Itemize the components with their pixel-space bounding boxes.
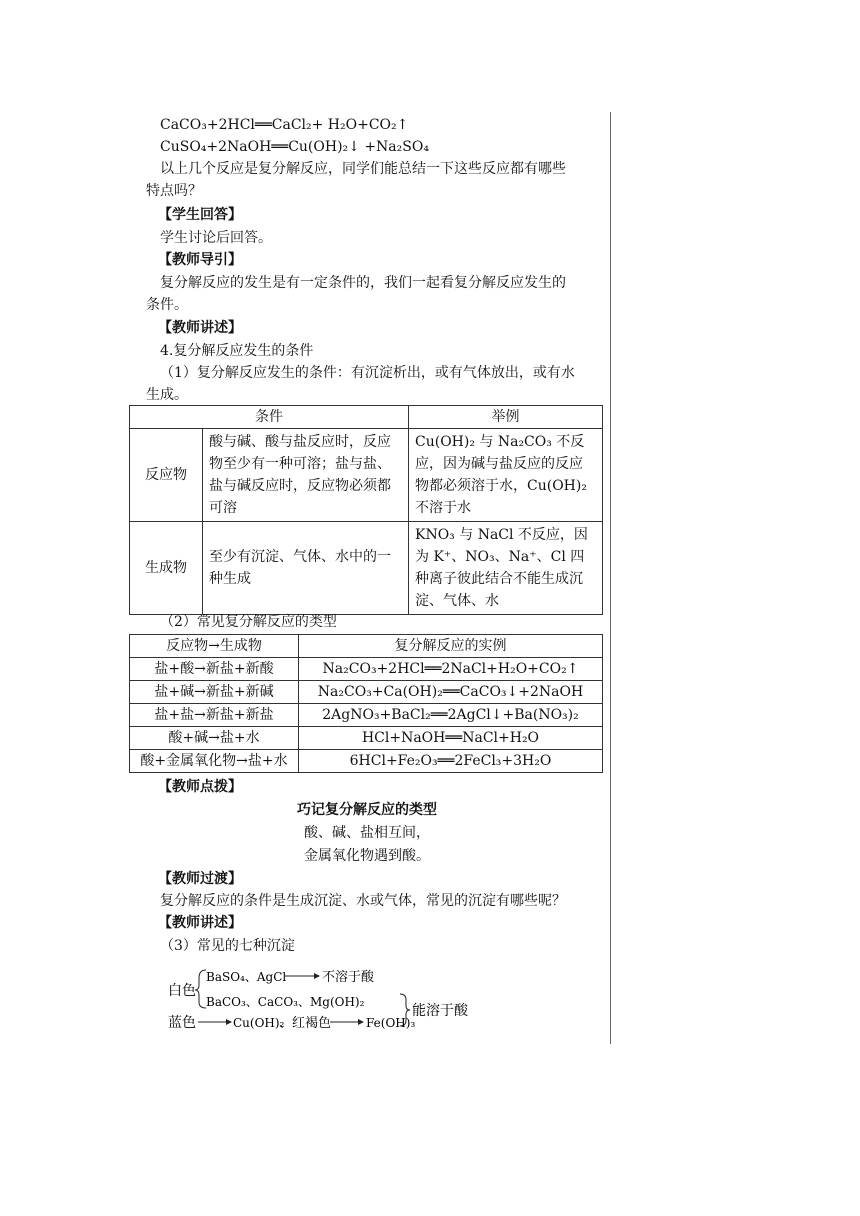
teacher-explain-heading: 【教师讲述】: [158, 320, 242, 336]
scheme-left-brace: [195, 970, 206, 1008]
teacher-guide-line-2: 条件。: [146, 297, 188, 313]
scheme-row1-compounds: BaSO₄、AgCl: [206, 970, 287, 984]
table1-row-example: Cu(OH)₂ 与 Na₂CO₃ 不反应，因为碱与盐反应的反应物都必须溶于水，Cu(OH)₂ 不溶于水: [409, 429, 603, 522]
table1-row-label: 生成物: [130, 522, 203, 615]
reaction-types-table: [129, 634, 603, 773]
table1-header-condition: 条件: [130, 406, 409, 429]
table1-row-condition: 酸与碱、酸与盐反应时，反应物至少有一种可溶；盐与盐、盐与碱反应时，反应物必须都可溶: [203, 429, 409, 522]
table1-row-condition: 至少有沉淀、气体、水中的一种生成: [203, 522, 409, 615]
table2-row-equation: HCl+NaOH══NaCl+H₂O: [299, 727, 603, 750]
table2-row-type: 盐+酸→新盐+新酸: [130, 658, 299, 681]
scheme-row2-compounds: BaCO₃、CaCO₃、Mg(OH)₂: [206, 995, 365, 1009]
table1-header-example: 举例: [409, 406, 603, 429]
scheme-redbrown-label: 、红褐色: [279, 1016, 332, 1031]
question-line-1: 以上几个反应是复分解反应，同学们能总结一下这些反应都有哪些: [160, 161, 566, 177]
student-answer-text: 学生讨论后回答。: [160, 230, 272, 246]
conditions-table: [129, 405, 603, 615]
table2-row-equation: Na₂CO₃+2HCl══2NaCl+H₂O+CO₂↑: [299, 658, 603, 681]
conditions-line-1: （1）复分解反应发生的条件：有沉淀析出，或有气体放出，或有水: [160, 365, 575, 381]
scheme-cuoh2: Cu(OH)₂: [233, 1016, 285, 1030]
scheme-arrowhead-1: [314, 973, 320, 979]
tip-line-2: 金属氧化物遇到酸。: [304, 848, 430, 864]
precipitate-scheme: [168, 964, 498, 1044]
table2-header-type: 反应物→生成物: [130, 635, 299, 658]
precipitates-title: （3）常见的七种沉淀: [160, 938, 295, 954]
table1-row-label: 反应物: [130, 429, 203, 522]
teacher-explain-heading-2: 【教师讲述】: [158, 915, 242, 931]
tip-line-1: 酸、碱、盐相互间，: [304, 825, 430, 841]
student-answer-heading: 【学生回答】: [158, 207, 242, 223]
table2-row-type: 酸+碱→盐+水: [130, 727, 299, 750]
scheme-arrowhead-2: [226, 1019, 232, 1025]
teacher-transition-heading: 【教师过渡】: [158, 871, 242, 887]
conditions-line-2: 生成。: [146, 387, 188, 403]
equation-cuso4: CuSO₄+2NaOH══Cu(OH)₂↓ +Na₂SO₄: [160, 139, 429, 155]
scheme-white-label: 白色: [168, 983, 196, 999]
table2-row-equation: Na₂CO₃+Ca(OH)₂══CaCO₃↓+2NaOH: [299, 681, 603, 704]
table2-header-example: 复分解反应的实例: [299, 635, 603, 658]
conditions-title: 4.复分解反应发生的条件: [160, 343, 314, 359]
teacher-guide-heading: 【教师导引】: [158, 252, 242, 268]
teacher-tip-heading: 【教师点拨】: [158, 779, 242, 795]
scheme-arrowhead-3: [358, 1019, 364, 1025]
table2-row-type: 盐+盐→新盐+新盐: [130, 704, 299, 727]
teacher-guide-line-1: 复分解反应的发生是有一定条件的，我们一起看复分解反应发生的: [160, 275, 566, 291]
types-title: （2）常见复分解反应的类型: [160, 614, 337, 630]
table2-row-equation: 6HCl+Fe₂O₃══2FeCl₃+3H₂O: [299, 750, 603, 773]
scheme-blue-label: 蓝色: [168, 1015, 196, 1031]
table2-row-type: 盐+碱→新盐+新碱: [130, 681, 299, 704]
table2-row-equation: 2AgNO₃+BaCl₂══2AgCl↓+Ba(NO₃)₂: [299, 704, 603, 727]
table2-row-type: 酸+金属氧化物→盐+水: [130, 750, 299, 773]
transition-text: 复分解反应的条件是生成沉淀、水或气体，常见的沉淀有哪些呢？: [160, 893, 566, 909]
equation-caco3: CaCO₃+2HCl══CaCl₂+ H₂O+CO₂↑: [160, 117, 409, 133]
tip-title: 巧记复分解反应的类型: [297, 802, 437, 818]
page-margin-line: [610, 112, 611, 1044]
scheme-insoluble-label: 不溶于酸: [322, 970, 375, 985]
table1-row-example: KNO₃ 与 NaCl 不反应，因为 K⁺、NO₃、Na⁺、Cl 四种离子彼此结合不能生成沉淀、气体、水: [409, 522, 603, 615]
scheme-soluble-label: 能溶于酸: [412, 1003, 468, 1019]
question-line-2: 特点吗？: [146, 183, 202, 199]
scheme-feoh3: Fe(OH)₃: [366, 1016, 416, 1030]
